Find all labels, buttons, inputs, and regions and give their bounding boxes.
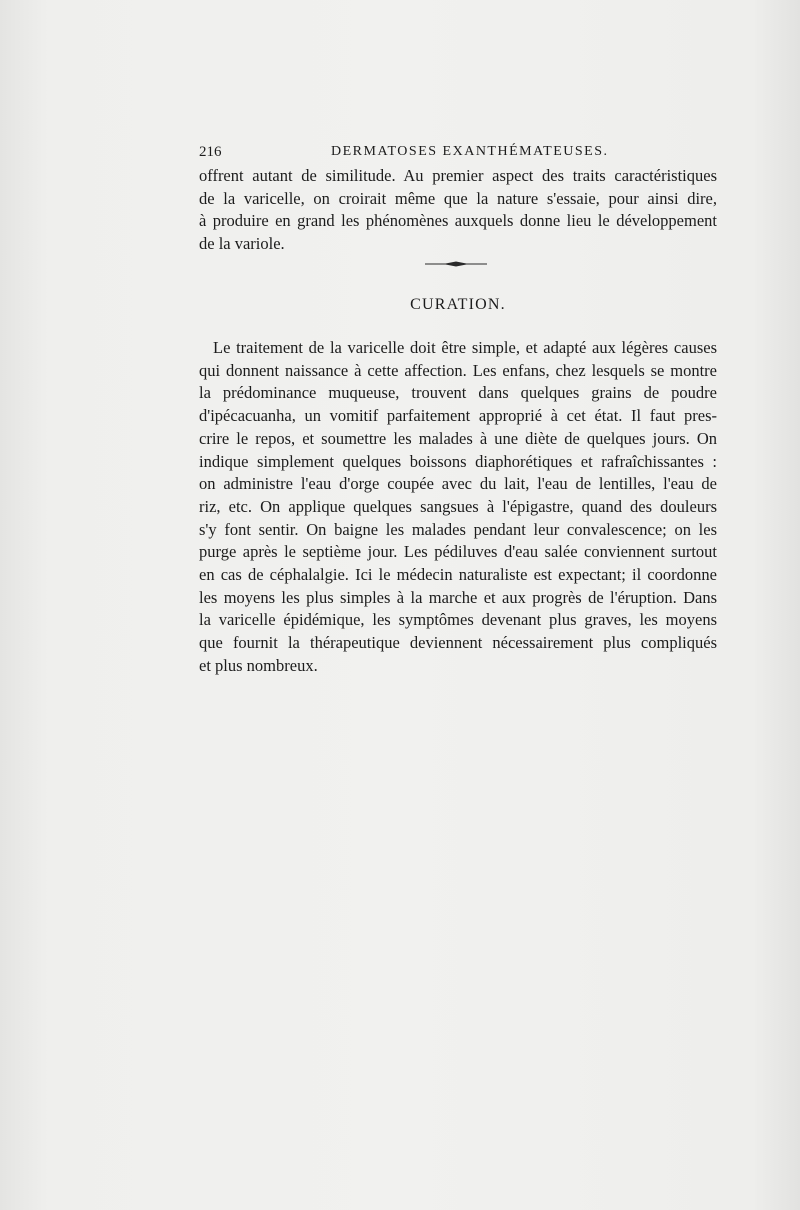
text-line: la prédominance muqueuse, trouvent dans quelques grains de poudre — [199, 383, 717, 403]
text-line: en cas de céphalalgie. Ici le médecin naturaliste est expectant; il coordonne — [199, 565, 717, 585]
text-line: crire le repos, et soumettre les malades à une diète de quelques jours. On — [199, 428, 717, 448]
text-line: de la variole. — [199, 234, 285, 254]
text-line: offrent autant de similitude. Au premier aspect des traits caractéristiques — [199, 166, 717, 185]
text-line: riz, etc. On applique quelques sangsues à l'épigastre, quand des douleurs — [199, 496, 717, 516]
text-line: la varicelle épidémique, les symptômes devenant plus graves, les moyens — [199, 610, 717, 630]
text-line: à produire en grand les phénomènes auxquels donne lieu le développement — [199, 211, 717, 231]
text-line: s'y font sentir. On baigne les malades pendant leur convalescence; on les — [199, 519, 717, 539]
paragraph-continued — [199, 165, 717, 256]
text-line: d'ipécacuanha, un vomitif parfaitement approprié à cet état. Il faut pres- — [199, 406, 717, 426]
text-line: et plus nombreux. — [199, 655, 318, 675]
text-line: qui donnent naissance à cette affection. Les enfans, chez lesquels se montre — [199, 360, 717, 380]
text-line: que fournit la thérapeutique deviennent nécessairement plus compliqués — [199, 633, 717, 653]
page-number: 216 — [199, 144, 222, 160]
text-line: les moyens les plus simples à la marche et aux progrès de l'éruption. Dans — [199, 587, 717, 607]
section-title: CURATION. — [410, 296, 506, 313]
running-head: DERMATOSES EXANTHÉMATEUSES. — [331, 144, 609, 159]
text-line: de la varicelle, on croirait même que la nature s'essaie, pour ainsi dire, — [199, 188, 717, 208]
text-line: Le traitement de la varicelle doit être simple, et adapté aux légères causes — [213, 338, 717, 357]
text-line: on administre l'eau d'orge coupée avec du lait, l'eau de lentilles, l'eau de — [199, 474, 717, 494]
paragraph-curation — [199, 337, 717, 678]
text-line: indique simplement quelques boissons diaphorétiques et rafraîchissantes : — [199, 451, 717, 471]
page-header — [199, 144, 717, 164]
text-line: purge après le septième jour. Les pédiluves d'eau salée conviennent surtout — [199, 542, 717, 562]
ornament-divider-icon — [425, 260, 487, 268]
